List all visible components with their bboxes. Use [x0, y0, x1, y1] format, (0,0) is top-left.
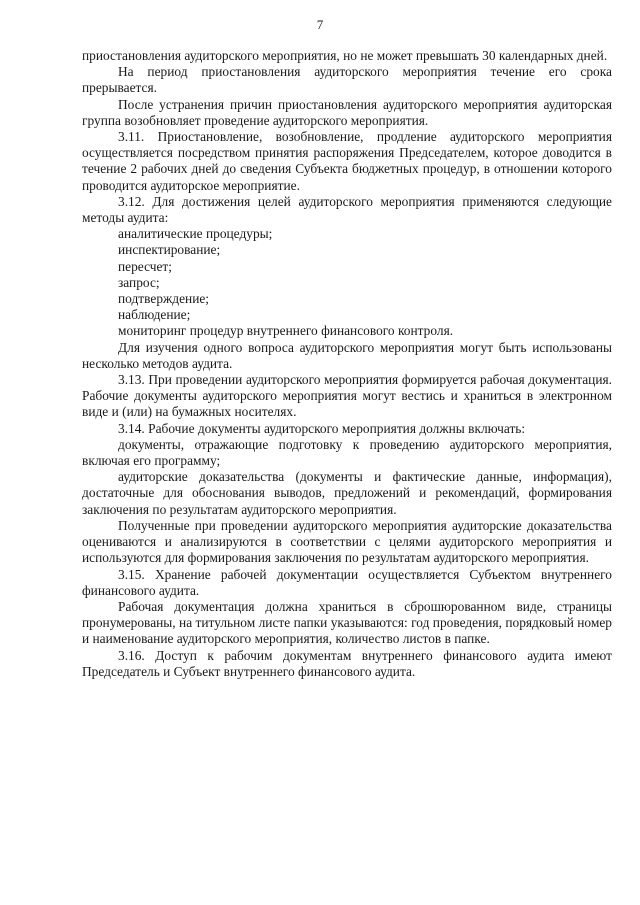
audit-method-item: мониторинг процедур внутреннего финансового контроля. [118, 323, 454, 339]
paragraph-3-11: 3.11. Приостановление, возобновление, продление аудиторского мероприятия осуществляется посредством принятия распоряжения Председателем, которое доводится в течение 2 рабочих дней до сведения Субъекта бюджетных процедур, в отношении которого проводится аудиторское мероприятие. [82, 129, 612, 193]
audit-method-item: пересчет; [118, 258, 173, 274]
audit-method-item: инспектирование; [118, 242, 221, 258]
paragraph-3-13: 3.13. При проведении аудиторского мероприятия формируется рабочая документация. Рабочие документы аудиторского мероприятия могут вестись и храниться в электронном виде и (или) на бумажных носителях. [82, 372, 612, 420]
paragraph-3-14: 3.14. Рабочие документы аудиторского мероприятия должны включать: [118, 420, 526, 436]
page-number: 7 [316, 17, 324, 32]
paragraph-continuation: приостановления аудиторского мероприятия, но не может превышать 30 календарных дней. [82, 48, 608, 63]
audit-method-item: подтверждение; [118, 291, 210, 307]
document-body [82, 48, 612, 680]
paragraph-evidence-evaluation: Полученные при проведении аудиторского мероприятия аудиторские доказательства оцениваются и анализируются в соответствии с целями аудиторского мероприятия и используются для формирования заключения по результатам аудиторского мероприятия. [82, 517, 612, 566]
paragraph-3-12: 3.12. Для достижения целей аудиторского мероприятия применяются следующие методы аудита: [82, 193, 612, 226]
paragraph-methods-note: Для изучения одного вопроса аудиторского мероприятия могут быть использованы несколько методов аудита. [82, 339, 612, 371]
audit-method-item: наблюдение; [118, 307, 191, 323]
audit-method-item: запрос; [118, 274, 160, 290]
paragraph-3-15: 3.15. Хранение рабочей документации осуществляется Субъектом внутреннего финансового аудита. [82, 566, 612, 598]
paragraph-resumption: После устранения причин приостановления аудиторского мероприятия аудиторская группа возобновляет проведение аудиторского мероприятия. [82, 96, 612, 128]
paragraph-suspension-period: На период приостановления аудиторского мероприятия течение его срока прерывается. [82, 64, 612, 96]
audit-method-item: аналитические процедуры; [118, 226, 273, 242]
paragraph-documents: документы, отражающие подготовку к проведению аудиторского мероприятия, включая его программу; [82, 436, 612, 469]
paragraph-storage: Рабочая документация должна храниться в сброшюрованном виде, страницы пронумерованы, на титульном листе папки указываются: год проведения, порядковый номер и наименование аудиторского мероприятия, количество листов в папке. [82, 598, 612, 647]
paragraph-3-16: 3.16. Доступ к рабочим документам внутреннего финансового аудита имеют Председатель и Субъект внутреннего финансового аудита. [82, 647, 612, 679]
paragraph-evidence: аудиторские доказательства (документы и фактические данные, информация), достаточные для обоснования выводов, предложений и рекомендаций, формирования заключения по результатам аудиторского мероприятия. [82, 469, 612, 517]
